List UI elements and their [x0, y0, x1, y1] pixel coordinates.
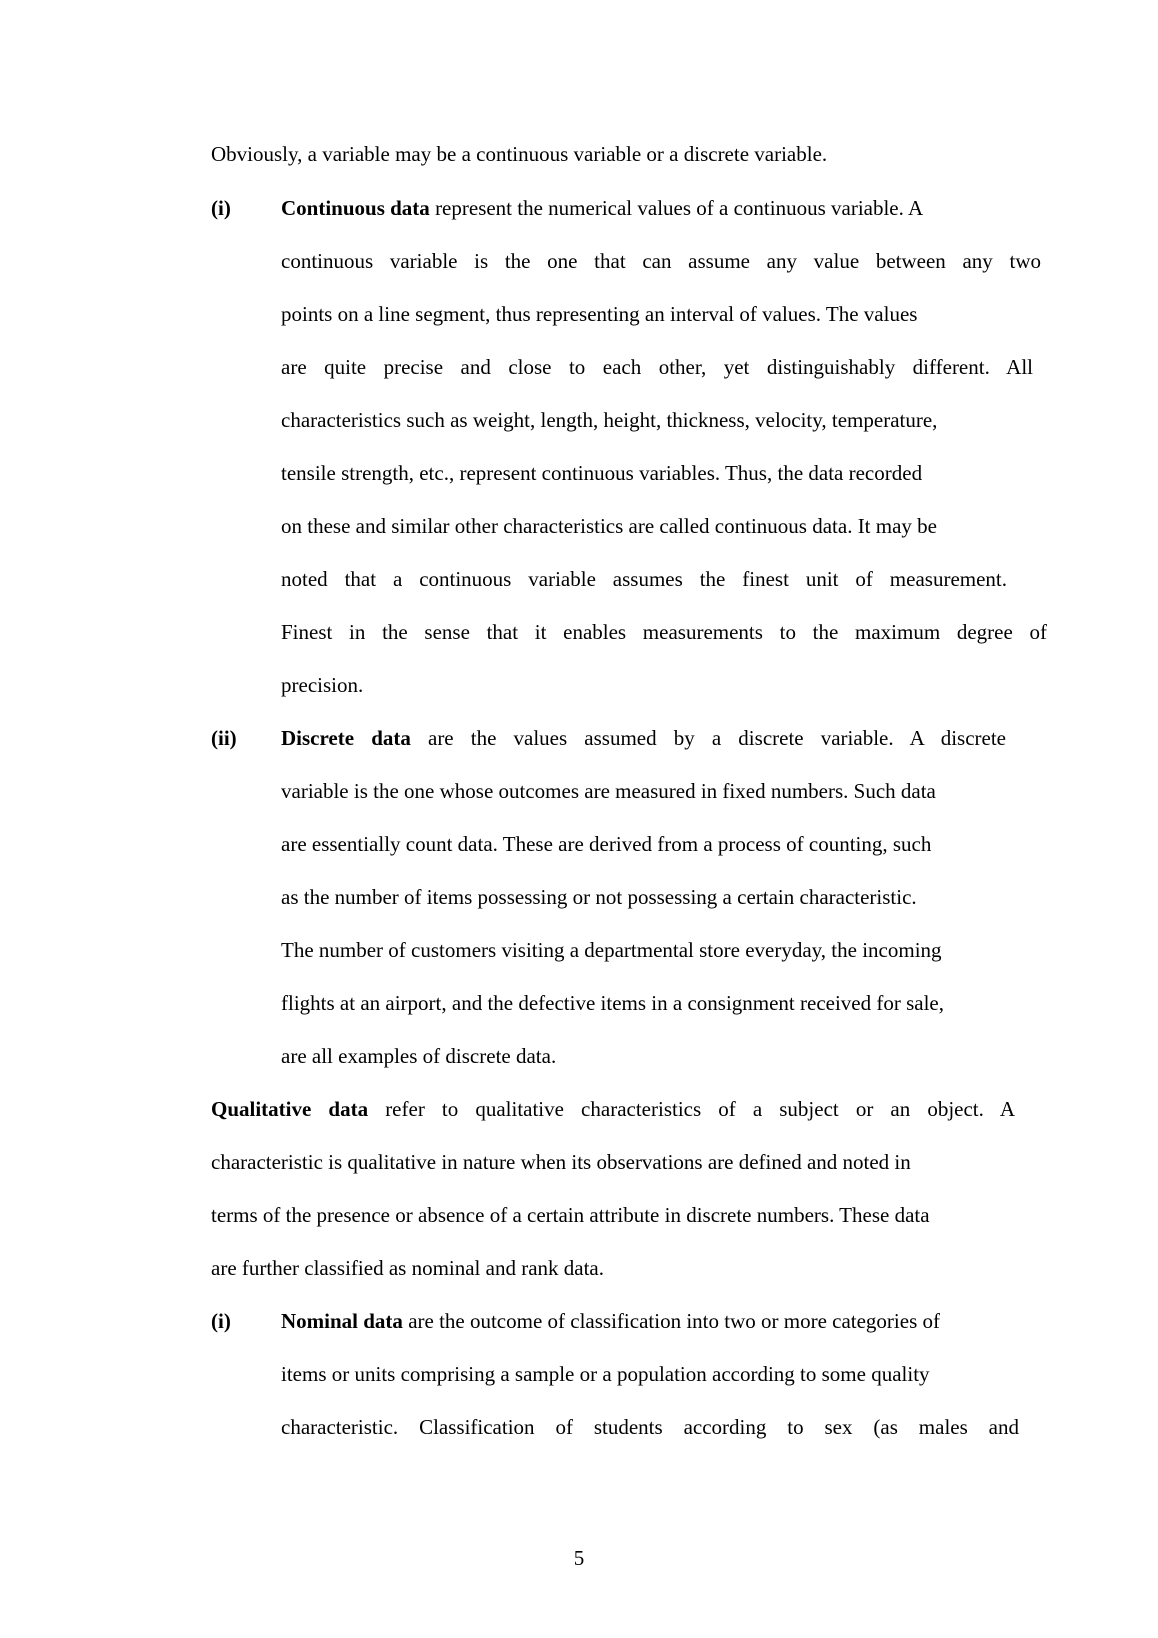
continuous-line-4: are quite precise and close to each other, yet distinguishably different. All	[281, 355, 1033, 379]
continuous-line-1-text: represent the numerical values of a continuous variable. A	[429, 196, 924, 220]
qualitative-line-1-text: refer to qualitative characteristics of a subject or an object. A	[368, 1097, 1015, 1121]
qualitative-line-3: terms of the presence or absence of a certain attribute in discrete numbers. These data	[211, 1203, 930, 1227]
qualitative-line-2: characteristic is qualitative in nature when its observations are defined and noted in	[211, 1150, 911, 1174]
qualitative-term: Qualitative data	[211, 1097, 369, 1121]
discrete-line-6: flights at an airport, and the defective items in a consignment received for sale,	[281, 991, 945, 1015]
nominal-line-3: characteristic. Classification of students according to sex (as males and	[281, 1415, 1019, 1439]
discrete-line-1	[281, 725, 1006, 751]
discrete-marker: (ii)	[211, 726, 237, 750]
continuous-marker: (i)	[211, 196, 231, 220]
continuous-line-9: Finest in the sense that it enables measurements to the maximum degree of	[281, 620, 1047, 644]
continuous-line-1	[281, 195, 923, 221]
qualitative-line-1	[211, 1096, 1015, 1122]
continuous-line-10: precision.	[281, 673, 364, 697]
nominal-term: Nominal data	[281, 1309, 403, 1333]
continuous-term: Continuous data	[281, 196, 430, 220]
nominal-line-1	[281, 1308, 940, 1334]
continuous-line-5: characteristics such as weight, length, height, thickness, velocity, temperature,	[281, 408, 938, 432]
discrete-line-1-text: are the values assumed by a discrete variable. A discrete	[410, 726, 1006, 750]
continuous-line-7: on these and similar other characteristics are called continuous data. It may be	[281, 514, 937, 538]
discrete-line-3: are essentially count data. These are derived from a process of counting, such	[281, 832, 932, 856]
intro-paragraph: Obviously, a variable may be a continuous variable or a discrete variable.	[211, 142, 828, 166]
discrete-line-4: as the number of items possessing or not possessing a certain characteristic.	[281, 885, 917, 909]
discrete-line-7: are all examples of discrete data.	[281, 1044, 557, 1068]
continuous-line-8: noted that a continuous variable assumes the finest unit of measurement.	[281, 567, 1007, 591]
qualitative-line-4: are further classified as nominal and rank data.	[211, 1256, 605, 1280]
nominal-line-1-text: are the outcome of classification into two or more categories of	[402, 1309, 940, 1333]
nominal-marker: (i)	[211, 1309, 231, 1333]
discrete-line-2: variable is the one whose outcomes are measured in fixed numbers. Such data	[281, 779, 936, 803]
discrete-line-5: The number of customers visiting a departmental store everyday, the incoming	[281, 938, 942, 962]
continuous-line-3: points on a line segment, thus representing an interval of values. The values	[281, 302, 918, 326]
page-number: 5	[573, 1546, 585, 1570]
discrete-term: Discrete data	[281, 726, 411, 750]
nominal-line-2: items or units comprising a sample or a population according to some quality	[281, 1362, 930, 1386]
continuous-line-6: tensile strength, etc., represent continuous variables. Thus, the data recorded	[281, 461, 923, 485]
continuous-line-2: continuous variable is the one that can assume any value between any two	[281, 249, 1041, 273]
